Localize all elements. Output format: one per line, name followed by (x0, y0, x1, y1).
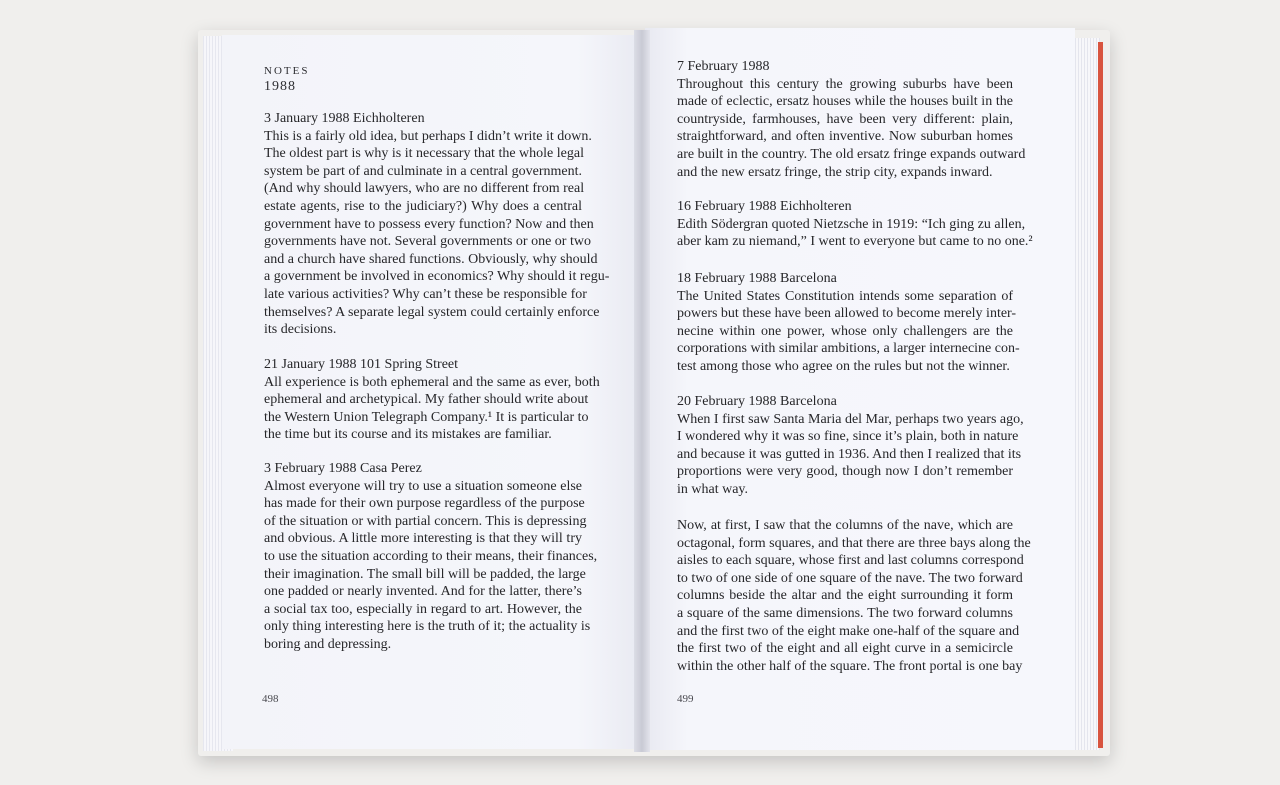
entry-text-line: estate agents, rise to the judiciary?) Why does a central (264, 198, 582, 214)
entry-text-line: the time but its course and its mistakes are familiar. (264, 427, 552, 443)
page-number-left: 498 (262, 693, 279, 705)
entry-text-line: and because it was gutted in 1936. And then I realized that its (677, 446, 1022, 462)
entry-text-line: I wondered why it was so fine, since it’s plain, both in nature (677, 429, 1019, 445)
entry-heading: 7 February 1988 (677, 59, 770, 74)
entry-text-line: countryside, farmhouses, have been very different: plain, (677, 111, 1013, 127)
entry-text-line: in what way. (677, 481, 749, 497)
entry-heading: 18 February 1988 Barcelona (677, 271, 837, 286)
entry-text-line: aisles to each square, whose first and last columns correspond (677, 553, 1024, 569)
entry-text-line: themselves? A separate legal system could certainly enforce (264, 304, 600, 320)
entry-text-line: and the first two of the eight make one-half of the square and (677, 623, 1020, 639)
entry-text-line: government have to possess every function? Now and then (264, 216, 594, 232)
book-cover-edge (1098, 42, 1103, 748)
entry-text-line: corporations with similar ambitions, a larger internecine con- (677, 341, 1020, 357)
entry-text-line: and a church have shared functions. Obviously, why should (264, 251, 598, 267)
page-number-right: 499 (677, 693, 694, 705)
entry-text-line: one padded or nearly invented. And for the latter, there’s (264, 584, 582, 600)
entry-text-line: test among those who agree on the rules but not the winner. (677, 358, 1010, 374)
entry-text-line: Now, at first, I saw that the columns of the nave, which are (677, 518, 1013, 533)
entry-text-line: All experience is both ephemeral and the same as ever, both (264, 374, 600, 390)
entry-text-line: governments have not. Several governments or one or two (264, 234, 591, 250)
entry-text-line: The oldest part is why is it necessary that the whole legal (264, 146, 584, 162)
entry-text-line: octagonal, form squares, and that there are three bays along the (677, 535, 1031, 551)
entry-text-line: late various activities? Why can’t these be responsible for (264, 286, 587, 302)
section-year: 1988 (264, 79, 296, 94)
entry-text-line: Edith Södergran quoted Nietzsche in 1919: “Ich ging zu allen, (677, 216, 1026, 232)
page-edges-right (1072, 38, 1100, 750)
entry-text-line: made of eclectic, ersatz houses while the houses built in the (677, 94, 1013, 110)
entry-heading: 3 February 1988 Casa Perez (264, 461, 422, 476)
entry-heading: 3 January 1988 Eichholteren (264, 111, 425, 126)
entry-text-line: Throughout this century the growing suburbs have been (677, 76, 1013, 92)
entry-heading: 21 January 1988 101 Spring Street (264, 357, 459, 372)
entry-text-line: within the other half of the square. The front portal is one bay (677, 658, 1023, 674)
entry-text-line: and obvious. A little more interesting is that they will try (264, 531, 582, 547)
entry-text-line: necine within one power, whose only challengers are the (677, 323, 1013, 339)
journal-entry (677, 58, 1026, 181)
entry-text-line: to use the situation according to their means, their finances, (264, 548, 598, 564)
entry-text-line: has made for their own purpose regardless of the purpose (264, 496, 585, 512)
entry-text-line: (And why should lawyers, who are no different from real (264, 181, 585, 197)
entry-text-line: their imagination. The small bill will be padded, the large (264, 566, 586, 582)
entry-text-line: to two of one side of one square of the nave. The two forward (677, 570, 1023, 586)
journal-entry (677, 393, 1024, 499)
entry-text-line: a government be involved in economics? Why should it regu- (264, 269, 610, 285)
journal-entry (677, 270, 1020, 376)
entry-heading: 16 February 1988 Eichholteren (677, 199, 852, 214)
entry-text-line: of the situation or with partial concern. This is depressing (264, 513, 587, 529)
entry-text-line: The United States Constitution intends some separation of (677, 288, 1013, 304)
entry-heading: 20 February 1988 Barcelona (677, 394, 837, 409)
journal-entry (677, 198, 1033, 251)
journal-entry (677, 517, 1031, 675)
entry-text-line: ephemeral and archetypical. My father should write about (264, 392, 589, 408)
entry-text-line: Almost everyone will try to use a situation someone else (264, 478, 582, 494)
entry-text-line: the Western Union Telegraph Company.¹ It is particular to (264, 409, 589, 425)
entry-text-line: a social tax too, especially in regard to art. However, the (264, 601, 582, 617)
entry-text-line: powers but these have been allowed to become merely inter- (677, 306, 1017, 322)
entry-text-line: proportions were very good, though now I don’t remember (677, 464, 1013, 480)
entry-text-line: aber kam zu niemand,” I went to everyone but came to no one.² (677, 234, 1033, 250)
entry-text-line: and the new ersatz fringe, the strip city, expands inward. (677, 164, 993, 180)
running-head: NOTES (264, 65, 310, 77)
entry-text-line: the first two of the eight and all eight curve in a semicircle (677, 641, 1013, 657)
journal-entry (264, 110, 610, 339)
entry-text-line: straightforward, and often inventive. Now suburban homes (677, 129, 1013, 145)
entry-text-line: a square of the same dimensions. The two forward columns (677, 605, 1013, 621)
entry-text-line: its decisions. (264, 322, 337, 338)
entry-text-line: only thing interesting here is the truth of it; the actuality is (264, 619, 591, 635)
entry-text-line: are built in the country. The old ersatz fringe expands outward (677, 146, 1026, 162)
entry-text-line: When I first saw Santa Maria del Mar, perhaps two years ago, (677, 411, 1024, 427)
entry-text-line: This is a fairly old idea, but perhaps I didn’t write it down. (264, 128, 592, 144)
journal-entry (264, 356, 600, 444)
journal-entry (264, 460, 598, 654)
entry-text-line: boring and depressing. (264, 636, 392, 652)
entry-text-line: columns beside the altar and the eight surrounding it form (677, 588, 1013, 604)
book-gutter (634, 30, 650, 752)
entry-text-line: system be part of and culminate in a central government. (264, 163, 583, 179)
